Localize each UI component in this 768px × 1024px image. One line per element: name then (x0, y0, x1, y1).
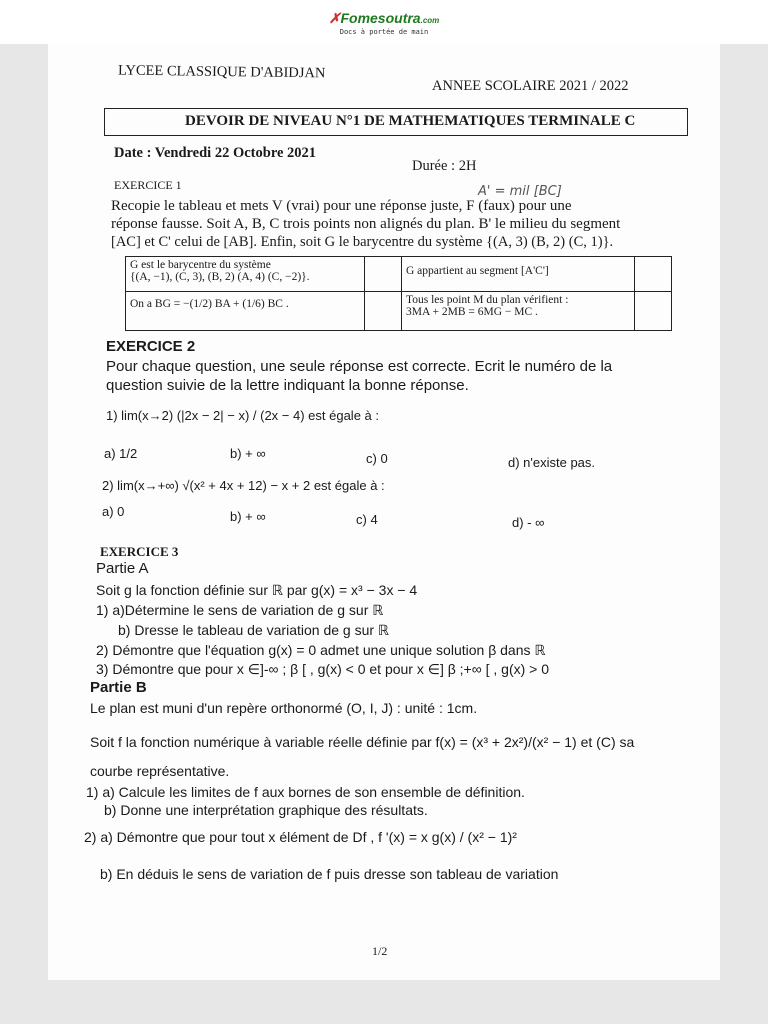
part-a-q1a: 1) a)Détermine le sens de variation de g sur ℝ (96, 602, 384, 618)
logo-mark: ✗ (328, 10, 341, 26)
part-b-title: Partie B (90, 679, 147, 696)
answer-cell[interactable] (365, 257, 402, 292)
q1-answer-a: a) 1/2 (104, 446, 138, 461)
answer-cell[interactable] (635, 257, 672, 292)
f-definition-2: courbe représentative. (90, 763, 230, 779)
q2-answer-b: b) + ∞ (230, 509, 266, 524)
exercise-1-text-3: [AC] et C' celui de [AB]. Enfin, soit G le barycentre du système {(A, 3) (B, 2) (C, 1)}. (111, 234, 614, 250)
site-header (0, 0, 768, 44)
q2-answer-c: c) 4 (356, 512, 378, 527)
table-row (126, 292, 672, 331)
question-2: 2) lim(x→+∞) √(x² + 4x + 12) − x + 2 est égale à : (102, 478, 385, 493)
part-a-q2: 2) Démontre que l'équation g(x) = 0 admet une unique solution β dans ℝ (96, 642, 546, 658)
school-name: LYCEE CLASSIQUE D'ABIDJAN (117, 62, 326, 82)
statement-3: On a BG = −(1/2) BA + (1/6) BC . (130, 298, 289, 310)
part-b-q2a: 2) a) Démontre que pour tout x élément de Df , f '(x) = x g(x) / (x² − 1)² (84, 829, 517, 845)
part-b-q2b: b) En déduis le sens de variation de f puis dresse son tableau de variation (100, 866, 559, 882)
statement-1-line-1: G est le barycentre du système (130, 259, 271, 271)
handwritten-note: A' = mil [BC] (478, 184, 562, 199)
part-b-q1b: b) Donne une interprétation graphique des résultats. (104, 802, 428, 818)
site-name (318, 10, 450, 27)
table-row (126, 257, 672, 292)
exercise-2-title: EXERCICE 2 (106, 338, 196, 355)
site-logo[interactable] (318, 10, 450, 36)
page-number: 1/2 (372, 944, 388, 958)
table-cell (402, 257, 635, 292)
f-definition: Soit f la fonction numérique à variable réelle définie par f(x) = (x³ + 2x²)/(x² − 1) et (C) sa (90, 734, 635, 750)
answer-cell[interactable] (365, 292, 402, 331)
q1-answer-c: c) 0 (366, 451, 388, 466)
exercise-2-text-2: question suivie de la lettre indiquant la bonne réponse. (106, 377, 469, 394)
question-1: 1) lim(x→2) (|2x − 2| − x) / (2x − 4) est égale à : (106, 408, 379, 423)
statement-4-line-2: 3MA + 2MB = 6MG − MC . (406, 306, 538, 318)
exam-duration: Durée : 2H (412, 158, 477, 174)
site-tagline: Docs à portée de main (339, 28, 429, 36)
g-definition: Soit g la fonction définie sur ℝ par g(x) = x³ − 3x − 4 (96, 582, 418, 598)
q1-answer-b: b) + ∞ (230, 446, 266, 461)
part-a-q1b: b) Dresse le tableau de variation de g sur ℝ (118, 622, 390, 638)
exam-date: Date : Vendredi 22 Octobre 2021 (114, 145, 317, 161)
answer-cell[interactable] (635, 292, 672, 331)
exercise-1-text-2: réponse fausse. Soit A, B, C trois points non alignés du plan. B' le milieu du segment (111, 216, 621, 232)
school-year: ANNEE SCOLAIRE 2021 / 2022 (432, 78, 629, 94)
statement-1-line-2: {(A, −1), (C, 3), (B, 2) (A, 4) (C, −2)}. (130, 271, 310, 283)
statement-4-line-1: Tous les point M du plan vérifient : (406, 294, 569, 306)
exercise-1-title: EXERCICE 1 (114, 178, 182, 192)
q2-answer-d: d) - ∞ (512, 515, 545, 530)
statement-2: G appartient au segment [A'C'] (406, 265, 549, 277)
exercise-1-text-1: Recopie le tableau et mets V (vrai) pour une réponse juste, F (faux) pour une (111, 198, 572, 214)
part-a-title: Partie A (96, 560, 149, 577)
exercise-2-text-1: Pour chaque question, une seule réponse est correcte. Ecrit le numéro de la (106, 358, 613, 375)
q2-answer-a: a) 0 (102, 504, 125, 519)
site-name-main: Fomesoutra (340, 10, 421, 26)
true-false-table (125, 256, 672, 331)
part-b-q1a: 1) a) Calcule les limites de f aux bornes de son ensemble de définition. (86, 784, 525, 800)
part-b-plane: Le plan est muni d'un repère orthonormé (O, I, J) : unité : 1cm. (90, 700, 478, 716)
table-cell (402, 292, 635, 331)
site-name-suffix: .com (420, 16, 440, 25)
exam-title-box (104, 108, 688, 136)
table-cell (126, 257, 365, 292)
q1-answer-d: d) n'existe pas. (508, 455, 596, 470)
part-a-q3: 3) Démontre que pour x ∈]-∞ ; β [ , g(x) < 0 et pour x ∈] β ;+∞ [ , g(x) > 0 (96, 661, 550, 677)
table-cell (126, 292, 365, 331)
exam-title: DEVOIR DE NIVEAU N°1 DE MATHEMATIQUES TERMINALE C (185, 113, 636, 129)
exercise-3-title: EXERCICE 3 (100, 544, 179, 559)
